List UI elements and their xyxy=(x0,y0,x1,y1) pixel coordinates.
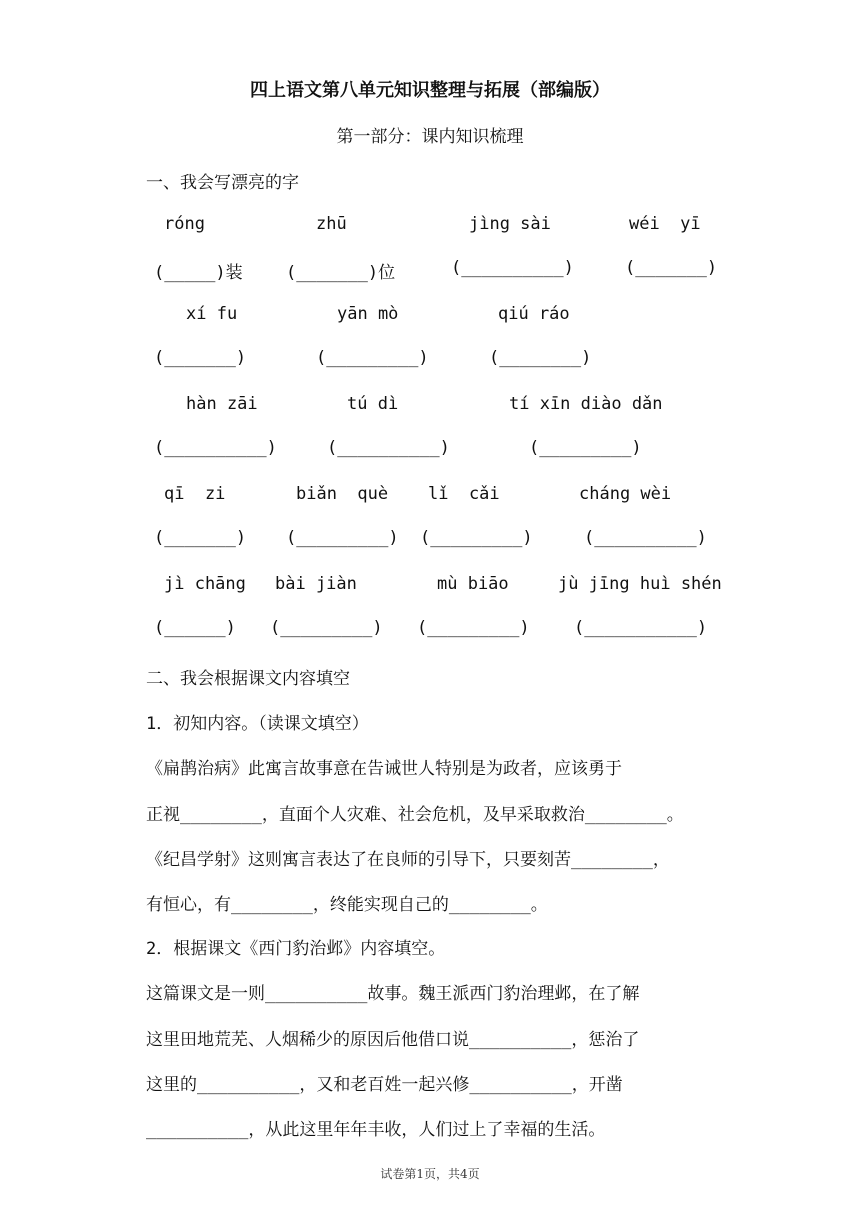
pinyin-text: qiú ráo xyxy=(498,304,570,324)
question-1-heading: 1．初知内容。（读课文填空） xyxy=(146,714,369,734)
page-footer: 试卷第1页，共4页 xyxy=(380,1167,480,1181)
answer-blank[interactable]: (_______) xyxy=(625,258,718,278)
answer-blank[interactable]: (________) xyxy=(489,348,592,368)
pinyin-row-3 xyxy=(0,394,860,416)
answer-blank[interactable]: (_______) xyxy=(154,528,247,548)
answer-blank[interactable]: (_________) xyxy=(286,528,399,548)
pinyin-text: qī zi xyxy=(164,484,226,504)
pinyin-text: tú dì xyxy=(347,394,399,414)
pinyin-text: biǎn què xyxy=(296,484,389,504)
question-2-line: 这里的__________，又和老百姓一起兴修__________，开凿 xyxy=(146,1075,623,1095)
answer-blank[interactable]: (______) xyxy=(154,618,236,638)
pinyin-text: hàn zāi xyxy=(186,394,258,414)
document-subtitle: 第一部分：课内知识梳理 xyxy=(336,127,524,147)
question-2-line: 这篇课文是一则__________故事。魏王派西门豹治理邺，在了解 xyxy=(146,984,640,1004)
pinyin-text: wéi yī xyxy=(629,214,701,234)
answer-blank[interactable]: (___________) xyxy=(574,618,708,638)
pinyin-text: mù biāo xyxy=(437,574,509,594)
answer-blank[interactable]: (__________) xyxy=(584,528,707,548)
blank-row-1 xyxy=(0,258,860,283)
section-1-heading: 一、我会写漂亮的字 xyxy=(146,173,299,193)
question-1-line: 《扁鹊治病》此寓言故事意在告诫世人特别是为政者，应该勇于 xyxy=(146,759,622,779)
pinyin-text: cháng wèi xyxy=(579,484,672,504)
pinyin-text: xí fu xyxy=(186,304,238,324)
pinyin-text: jù jīng huì shén xyxy=(558,574,722,594)
pinyin-row-2 xyxy=(0,304,860,326)
pinyin-text: zhū xyxy=(316,214,347,234)
answer-blank[interactable]: (_________) xyxy=(270,618,383,638)
pinyin-text: jì chāng xyxy=(164,574,246,594)
answer-blank[interactable]: (_________) xyxy=(529,438,642,458)
pinyin-text: jìng sài xyxy=(469,214,551,234)
pinyin-row-1 xyxy=(0,214,860,236)
pinyin-text: tí xīn diào dǎn xyxy=(509,394,663,414)
question-2-line: 这里田地荒芜、人烟稀少的原因后他借口说__________，惩治了 xyxy=(146,1030,640,1050)
answer-blank[interactable]: (_________) xyxy=(316,348,429,368)
answer-blank[interactable]: (__________) xyxy=(154,438,277,458)
pinyin-text: yān mò xyxy=(337,304,399,324)
pinyin-row-4 xyxy=(0,484,860,506)
document-title: 四上语文第八单元知识整理与拓展（部编版） xyxy=(250,80,610,101)
blank-row-4 xyxy=(0,528,860,550)
answer-blank[interactable]: (_____)装 xyxy=(154,263,243,283)
answer-blank[interactable]: (_________) xyxy=(417,618,530,638)
question-1-line: 正视________，直面个人灾难、社会危机，及早采取救治________。 xyxy=(146,805,684,825)
blank-row-2 xyxy=(0,348,860,370)
pinyin-text: bài jiàn xyxy=(275,574,357,594)
answer-blank[interactable]: (_________) xyxy=(420,528,533,548)
answer-blank[interactable]: (_______)位 xyxy=(286,263,396,283)
section-2-heading: 二、我会根据课文内容填空 xyxy=(146,669,350,689)
pinyin-text: lǐ cǎi xyxy=(428,484,500,504)
question-1-line: 《纪昌学射》这则寓言表达了在良师的引导下，只要刻苦________， xyxy=(146,850,670,870)
answer-blank[interactable]: (__________) xyxy=(327,438,450,458)
question-2-heading: 2．根据课文《西门豹治邺》内容填空。 xyxy=(146,939,446,959)
pinyin-row-5 xyxy=(0,574,860,596)
question-2-line: __________，从此这里年年丰收，人们过上了幸福的生活。 xyxy=(146,1120,606,1140)
answer-blank[interactable]: (_______) xyxy=(154,348,247,368)
blank-row-5 xyxy=(0,618,860,640)
blank-row-3 xyxy=(0,438,860,460)
pinyin-text: róng xyxy=(164,214,205,234)
answer-blank[interactable]: (__________) xyxy=(451,258,574,278)
question-1-line: 有恒心，有________，终能实现自己的________。 xyxy=(146,895,548,915)
